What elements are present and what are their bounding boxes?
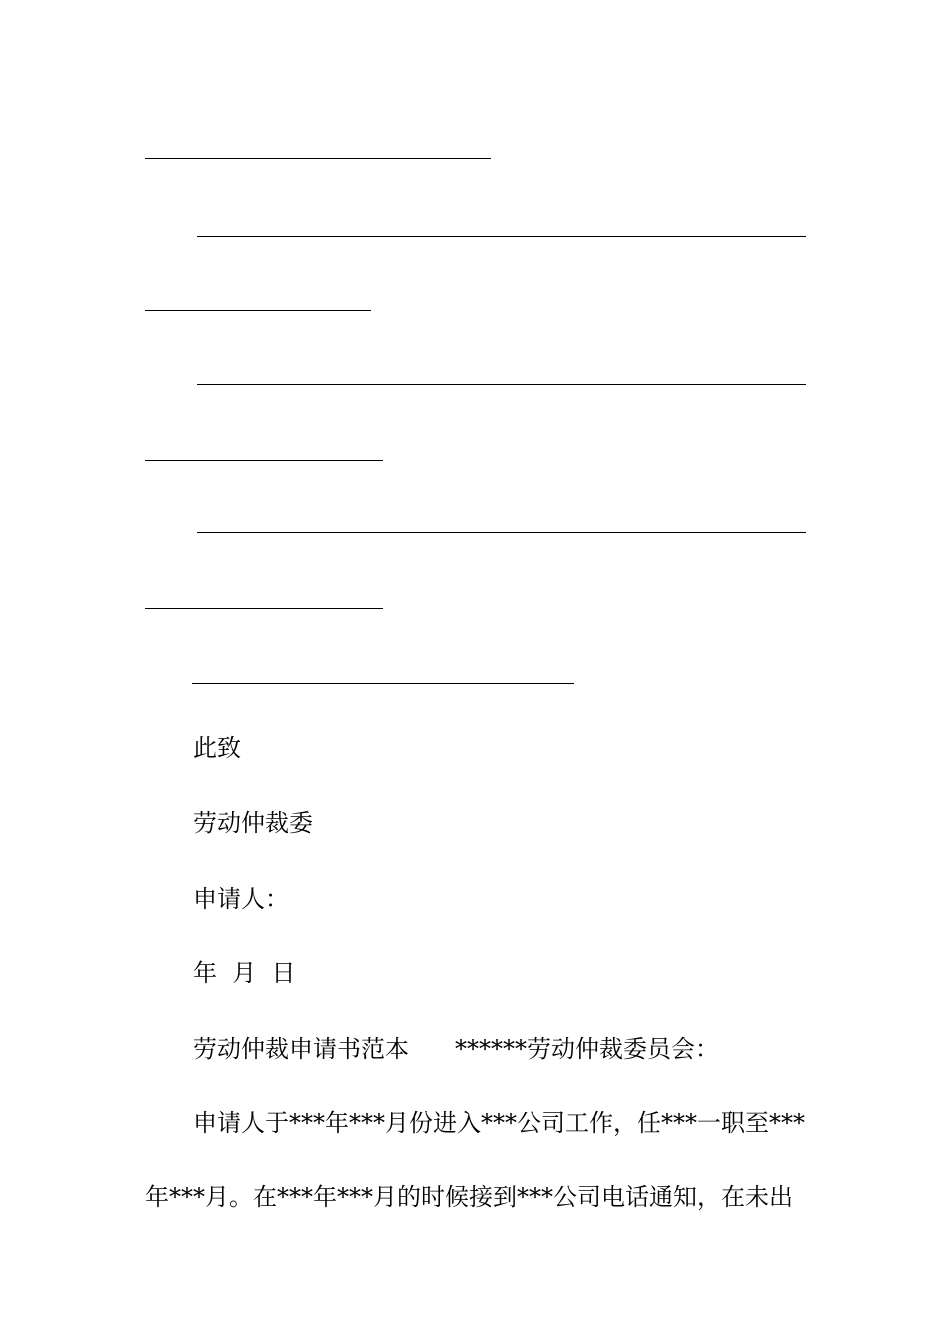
applicant-label: 申请人：	[193, 885, 289, 913]
sample-title: 劳动仲裁申请书范本	[193, 1035, 409, 1063]
body-line-1: 申请人于***年***月份进入***公司工作，任***一职至***	[193, 1109, 805, 1137]
recipient: 劳动仲裁委	[193, 809, 313, 837]
salutation: 此致	[193, 734, 241, 762]
blank-line-1	[145, 158, 491, 159]
blank-line-7	[145, 608, 383, 609]
blank-line-3	[145, 310, 371, 311]
date-line: 年 月 日	[193, 959, 296, 987]
body-line-2: 年***月。在***年***月的时候接到***公司电话通知，在未出	[145, 1183, 793, 1211]
blank-line-5	[145, 460, 383, 461]
blank-line-6	[197, 532, 806, 533]
blank-line-4	[197, 384, 806, 385]
blank-line-8	[192, 683, 574, 684]
sample-addressee: ******劳动仲裁委员会：	[455, 1035, 719, 1063]
blank-line-2	[197, 236, 806, 237]
